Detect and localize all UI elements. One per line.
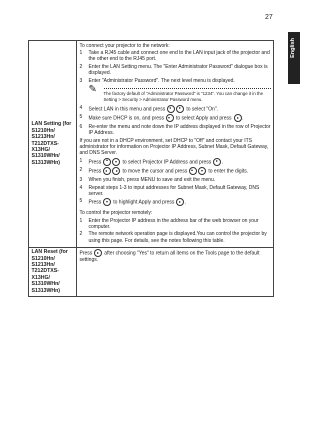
list-item: 3 Enter "Administrator Password". The next level menu is displayed. bbox=[79, 77, 235, 84]
intro-text: To connect your projector to the network: bbox=[79, 42, 170, 49]
language-tab bbox=[288, 32, 300, 84]
pen-icon: ✎ bbox=[88, 84, 97, 96]
right-button-icon bbox=[234, 114, 242, 122]
settings-table bbox=[28, 40, 274, 297]
list-item: 4 Select LAN in this menu and press to select "On". bbox=[79, 104, 218, 113]
list-item: 1 Take a RJ45 cable and connect one end to the LAN input jack of the projector and the other end to the RJ45 port. bbox=[79, 50, 270, 63]
down-button-icon bbox=[166, 114, 174, 122]
row-content bbox=[77, 41, 274, 248]
down-button-icon bbox=[103, 198, 111, 206]
row-content: Press after choosing "Yes" to return all items on the Tools page to the default settings. bbox=[77, 247, 274, 296]
language-tab-label: English bbox=[290, 38, 296, 58]
right-button-icon bbox=[112, 167, 120, 175]
down-button-icon bbox=[198, 167, 206, 175]
right-button-icon bbox=[176, 198, 184, 206]
right-button-icon bbox=[213, 158, 221, 166]
list-item: 2 Enter the LAN Setting menu. The "Enter Administrator Password" dialogue box is displayed. bbox=[79, 63, 268, 77]
remote-intro: To control the projector remotely: bbox=[79, 209, 153, 216]
note-box bbox=[89, 85, 271, 101]
divider bbox=[104, 88, 271, 89]
up-button-icon bbox=[103, 158, 111, 166]
note-text: The factory default of "Administrator Password" is "1234". You can change it in the Setting > Security > Administrator Password menu. bbox=[103, 91, 264, 102]
list-item: 5 Press to highlight Apply and press . bbox=[79, 198, 187, 206]
table-row-lan-setting bbox=[29, 41, 274, 248]
list-item: 2 Press to move the cursor and press to enter the digits. bbox=[79, 167, 249, 175]
up-button-icon bbox=[189, 167, 197, 175]
page-number: 27 bbox=[265, 14, 273, 21]
row-label: LAN Reset (for S1210Hn/ S1213Hn/ T212DTXS-X13HG/ S1310WHn/ S1313WHn) bbox=[29, 247, 77, 296]
list-item: 1 Enter the Projector IP address in the address bar of the web browser on your computer. bbox=[79, 217, 259, 230]
left-button-icon bbox=[103, 167, 111, 175]
table-row-lan-reset bbox=[29, 247, 274, 296]
list-item: 5 Make sure DHCP is on, and press to select Apply and press . bbox=[79, 114, 244, 122]
down-button-icon bbox=[112, 158, 120, 166]
left-button-icon bbox=[167, 105, 175, 113]
right-button-icon bbox=[176, 105, 184, 113]
row-label: LAN Setting (for S1210Hn/ S1213Hn/ T212DTXS-X13HG/ S1310WHn/ S1313WHn) bbox=[29, 41, 77, 248]
dhcp-off-text: If you are not in a DHCP environment, set DHCP to "Off" and contact your ITS administrator for information on Projector IP Address, Subnet Mask, Default Gateway, and DNS Server. bbox=[79, 137, 269, 156]
list-item: 4 Repeat steps 1-3 to input addresses for Subnet Mask, Default Gateway, DNS server. bbox=[79, 184, 260, 197]
list-item: 3 When you finish, press MENU to save and exit the menu. bbox=[79, 176, 216, 183]
list-item: 6 Re-enter the menu and note down the IP address displayed in the row of Projector IP Address. bbox=[79, 124, 271, 137]
lan-reset-text: after choosing "Yes" to return all items on the Tools page to the default settings. bbox=[79, 250, 260, 264]
right-button-icon bbox=[94, 249, 102, 257]
list-item: 2 The remote network operation page is displayed.You can control the projector by using this page. For details, see the notes following this table. bbox=[79, 231, 267, 244]
list-item: 1 Press to select Projector IP Address and press . bbox=[79, 157, 224, 166]
